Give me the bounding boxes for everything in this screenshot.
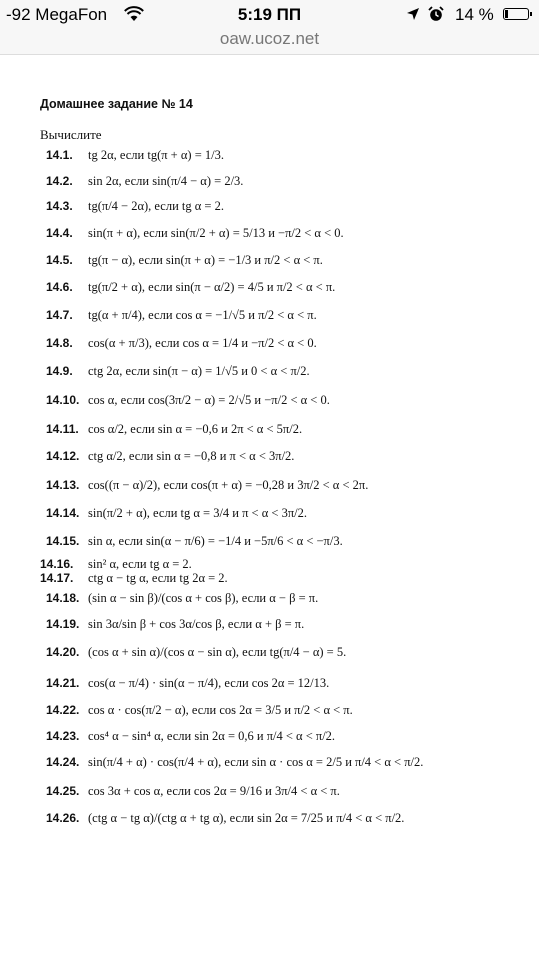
problem-expression: tg(π − α), если sin(π + α) = −1/3 и π/2 < α < π. bbox=[88, 253, 323, 267]
document-page bbox=[0, 55, 539, 960]
problem-number: 14.16. bbox=[40, 557, 74, 571]
problem-number: 14.22. bbox=[46, 703, 80, 717]
problem-expression: ctg α − tg α, если tg 2α = 2. bbox=[88, 571, 228, 585]
clock: 5:19 ПП bbox=[237, 5, 302, 24]
problem-number: 14.12. bbox=[46, 449, 80, 463]
problem-expression: (sin α − sin β)/(cos α + cos β), если α − β = π. bbox=[88, 591, 319, 605]
problem-expression: cos α/2, если sin α = −0,6 и 2π < α < 5π/2. bbox=[88, 422, 303, 436]
problem-expression: ctg α/2, если sin α = −0,8 и π < α < 3π/2. bbox=[88, 449, 295, 463]
problem-number: 14.10. bbox=[46, 393, 80, 407]
problem-number: 14.25. bbox=[46, 784, 80, 798]
problem-number: 14.8. bbox=[46, 336, 73, 350]
problem-number: 14.21. bbox=[46, 676, 80, 690]
problem-number: 14.17. bbox=[40, 571, 74, 585]
problem-expression: cos 3α + cos α, если cos 2α = 9/16 и 3π/4 < α < π. bbox=[88, 784, 340, 798]
problem-number: 14.9. bbox=[46, 364, 73, 378]
problem-number: 14.13. bbox=[46, 478, 80, 492]
battery-icon bbox=[503, 8, 529, 20]
problem-number: 14.1. bbox=[46, 148, 73, 162]
problem-number: 14.26. bbox=[46, 811, 80, 825]
location-arrow-icon bbox=[406, 7, 420, 21]
problem-expression: (ctg α − tg α)/(ctg α + tg α), если sin 2α = 7/25 и π/4 < α < π/2. bbox=[88, 811, 405, 825]
problem-expression: cos α, если cos(3π/2 − α) = 2/√5 и −π/2 < α < 0. bbox=[88, 393, 330, 407]
problem-expression: tg 2α, если tg(π + α) = 1/3. bbox=[88, 148, 224, 162]
problem-number: 14.11. bbox=[46, 422, 79, 436]
problem-number: 14.19. bbox=[46, 617, 80, 631]
problem-number: 14.14. bbox=[46, 506, 80, 520]
problem-expression: cos(α − π/4) · sin(α − π/4), если cos 2α = 12/13. bbox=[88, 676, 330, 690]
page-title: Домашнее задание № 14 bbox=[40, 97, 193, 111]
problem-expression: (cos α + sin α)/(cos α − sin α), если tg(π/4 − α) = 5. bbox=[88, 645, 347, 659]
problem-expression: tg(α + π/4), если cos α = −1/√5 и π/2 < α < π. bbox=[88, 308, 317, 322]
problem-number: 14.7. bbox=[46, 308, 73, 322]
problem-number: 14.23. bbox=[46, 729, 80, 743]
problem-expression: cos(α + π/3), если cos α = 1/4 и −π/2 < α < 0. bbox=[88, 336, 317, 350]
problem-number: 14.24. bbox=[46, 755, 80, 769]
problem-number: 14.4. bbox=[46, 226, 73, 240]
problem-expression: sin² α, если tg α = 2. bbox=[88, 557, 192, 571]
battery-percent: 14 % bbox=[455, 5, 494, 24]
carrier-label: -92 MegaFon bbox=[6, 5, 108, 24]
problem-expression: cos((π − α)/2), если cos(π + α) = −0,28 и 3π/2 < α < 2π. bbox=[88, 478, 369, 492]
url-text: oaw.ucoz.net bbox=[219, 29, 320, 48]
problem-number: 14.2. bbox=[46, 174, 73, 188]
problem-expression: cos⁴ α − sin⁴ α, если sin 2α = 0,6 и π/4 < α < π/2. bbox=[88, 729, 336, 743]
problem-expression: ctg 2α, если sin(π − α) = 1/√5 и 0 < α < π/2. bbox=[88, 364, 310, 378]
problem-expression: sin α, если sin(α − π/6) = −1/4 и −5π/6 < α < −π/3. bbox=[88, 534, 343, 548]
problem-expression: sin(π/4 + α) · cos(π/4 + α), если sin α · cos α = 2/5 и π/4 < α < π/2. bbox=[88, 755, 424, 769]
address-bar[interactable] bbox=[0, 28, 539, 55]
problem-expression: sin 2α, если sin(π/4 − α) = 2/3. bbox=[88, 174, 244, 188]
problem-number: 14.5. bbox=[46, 253, 73, 267]
problem-expression: sin(π/2 + α), если tg α = 3/4 и π < α < 3π/2. bbox=[88, 506, 307, 520]
problem-number: 14.15. bbox=[46, 534, 80, 548]
problem-expression: tg(π/2 + α), если sin(π − α/2) = 4/5 и π/2 < α < π. bbox=[88, 280, 336, 294]
status-bar bbox=[0, 0, 539, 28]
alarm-clock-icon bbox=[428, 6, 444, 22]
intro-text: Вычислите bbox=[40, 127, 102, 142]
problem-expression: tg(π/4 − 2α), если tg α = 2. bbox=[88, 199, 224, 213]
problem-expression: sin(π + α), если sin(π/2 + α) = 5/13 и −π/2 < α < 0. bbox=[88, 226, 344, 240]
problem-number: 14.20. bbox=[46, 645, 80, 659]
problem-number: 14.6. bbox=[46, 280, 73, 294]
problem-expression: cos α · cos(π/2 − α), если cos 2α = 3/5 и π/2 < α < π. bbox=[88, 703, 353, 717]
problem-number: 14.3. bbox=[46, 199, 73, 213]
problem-expression: sin 3α/sin β + cos 3α/cos β, если α + β = π. bbox=[88, 617, 305, 631]
problem-number: 14.18. bbox=[46, 591, 80, 605]
